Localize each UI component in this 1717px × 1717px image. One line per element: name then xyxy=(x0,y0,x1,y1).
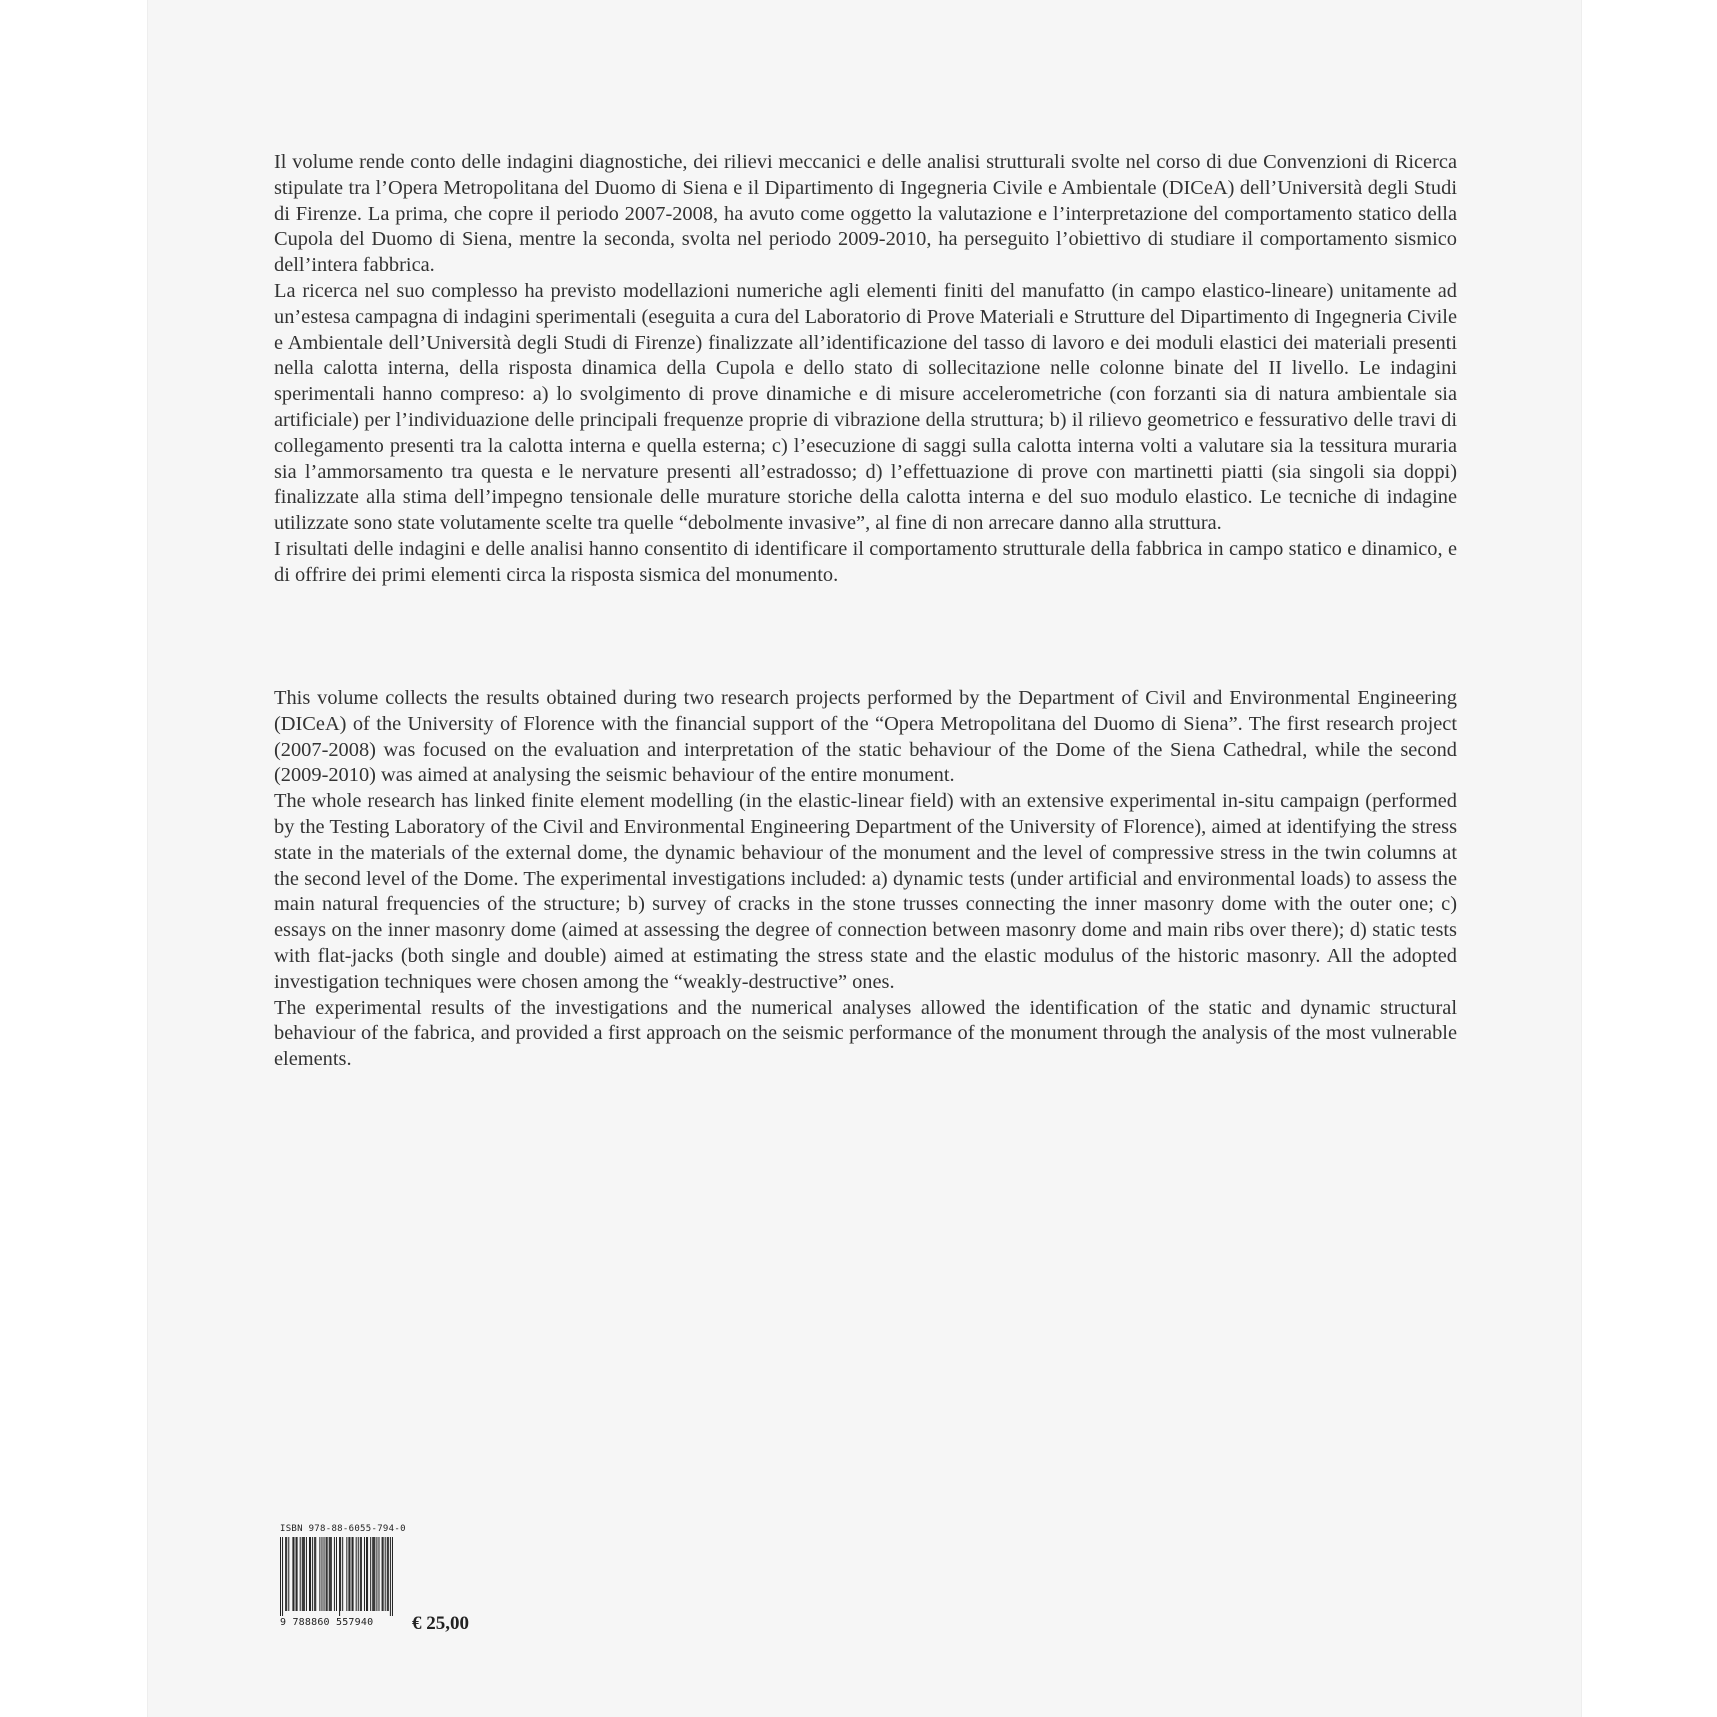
book-back-cover xyxy=(147,0,1582,1717)
barcode-bar xyxy=(319,1537,320,1611)
barcode-bar xyxy=(353,1537,354,1611)
barcode-bar xyxy=(303,1537,304,1611)
barcode-bar xyxy=(383,1537,384,1611)
barcode-bar xyxy=(304,1537,305,1611)
barcode-bar xyxy=(373,1537,374,1611)
italian-paragraph-1: Il volume rende conto delle indagini diagnostiche, dei rilievi meccanici e delle analisi strutturali svolte nel corso di due Convenzioni di Ricerca stipulate tra l’Opera Metropolitana del Duomo di Siena e il Dipartimento di Ingegneria Civile e Ambientale (DICeA) dell’Università degli Studi di Firenze. La prima, che copre il periodo 2007-2008, ha avuto come oggetto la valutazione e l’interpretazione del comportamento statico della Cupola del Duomo di Siena, mentre la seconda, svolta nel periodo 2009-2010, ha perseguito l’obiettivo di studiare il comportamento sismico dell’intera fabbrica. xyxy=(274,151,1457,277)
barcode-bar xyxy=(302,1537,303,1611)
italian-paragraph-3: I risultati delle indagini e delle analisi hanno consentito di identificare il comportamento strutturale della fabbrica in campo statico e dinamico, e di offrire dei primi elementi circa la risposta sismica del monumento. xyxy=(274,537,1457,586)
barcode-bar xyxy=(297,1537,298,1611)
barcode-bar xyxy=(309,1537,310,1611)
barcode-bar xyxy=(315,1537,316,1611)
barcode-bar xyxy=(321,1537,322,1611)
isbn-label: ISBN 978-88-6055-794-0 xyxy=(280,1524,406,1534)
barcode-bar xyxy=(352,1537,353,1611)
english-paragraph-3: The experimental results of the investigations and the numerical analyses allowed the identification of the static and dynamic structural behaviour of the fabrica, and provided a first approach on the seismic performance of the monument through the analysis of the most vulnerable elements. xyxy=(274,996,1457,1071)
barcode-bar xyxy=(340,1537,341,1611)
barcode-bar xyxy=(356,1537,357,1611)
barcode-bar xyxy=(331,1537,332,1611)
barcode-bar xyxy=(372,1537,373,1611)
barcode-bar xyxy=(366,1537,367,1611)
barcode-bar xyxy=(314,1537,315,1611)
barcode-bar xyxy=(330,1537,331,1611)
english-paragraph-2: The whole research has linked finite element modelling (in the elastic-linear field) with an extensive experimental in-situ campaign (performed by the Testing Laboratory of the Civil and Environmental Engineering Department of the University of Florence), aimed at identifying the stress state in the materials of the external dome, the dynamic behaviour of the monument and the level of compressive stress in the twin columns at the second level of the Dome. The experimental investigations included: a) dynamic tests (under artificial and environmental loads) to assess the main natural frequencies of the structure; b) survey of cracks in the stone trusses connecting the inner masonry dome with the outer one; c) essays on the inner masonry dome (aimed at assessing the degree of connection between masonry dome and main ribs over there); d) static tests with flat-jacks (both single and double) aimed at estimating the stress state and the elastic modulus of the historic masonry. All the adopted investigation techniques were chosen among the “weakly-destructive” ones. xyxy=(274,790,1457,993)
barcode-bar xyxy=(293,1537,294,1611)
barcode-bar xyxy=(378,1537,379,1611)
barcode-bar xyxy=(385,1537,386,1611)
barcode-bar xyxy=(326,1537,327,1611)
barcode-bar xyxy=(390,1537,391,1616)
barcode-bar xyxy=(285,1537,286,1611)
barcode-bar xyxy=(296,1537,297,1611)
barcode-bar xyxy=(364,1537,365,1611)
barcode-bar xyxy=(360,1537,361,1611)
barcode-bar xyxy=(348,1537,349,1611)
barcode-bar xyxy=(292,1537,293,1611)
barcode-bar xyxy=(387,1537,388,1611)
barcode-bar xyxy=(300,1537,301,1611)
barcode-bar xyxy=(349,1537,350,1611)
barcode-bar xyxy=(370,1537,371,1611)
barcode-digits: 9 788860 557940 xyxy=(280,1617,374,1628)
italian-paragraph-2: La ricerca nel suo complesso ha previsto modellazioni numeriche agli elementi finiti del manufatto (in campo elastico-lineare) unitamente ad un’estesa campagna di indagini sperimentali (eseguita a cura del Laboratorio di Prove Materiali e Strutture del Dipartimento di Ingegneria Civile e Ambientale dell’Università degli Studi di Firenze) finalizzate all’identificazione del tasso di lavoro e dei moduli elastici dei materiali presenti nella calotta interna, della risposta dinamica della Cupola e dello stato di sollecitazione nelle colonne binate del II livello. Le indagini sperimentali hanno compreso: a) lo svolgimento di prove dinamiche e di misure accelerometriche (con forzanti sia di natura ambientale sia artificiale) per l’individuazione delle principali frequenze proprie di vibrazione della struttura; b) il rilievo geometrico e fessurativo delle travi di collegamento presenti tra la calotta interna e quella esterna; c) l’esecuzione di saggi sulla calotta interna volti a valutare sia la tessitura muraria sia l’ammorsamento tra questa e le nervature presenti all’estradosso; d) l’effettuazione di prove con martinetti piatti (sia singoli sia doppi) finalizzate alla stima dell’impegno tensionale delle murature storiche della calotta interna e del suo modulo elastico. Le tecniche di indagine utilizzate sono state volutamente scelte tra quelle “debolmente invasive”, al fine di non arrecare danno alla struttura. xyxy=(274,279,1457,535)
barcode-bar xyxy=(312,1537,313,1611)
barcode-bar xyxy=(306,1537,307,1611)
barcode-bar xyxy=(358,1537,359,1611)
barcode-bar xyxy=(286,1537,287,1611)
barcode-bar xyxy=(334,1537,335,1611)
italian-description xyxy=(274,150,1457,589)
barcode-bar xyxy=(388,1537,389,1611)
barcode-bar xyxy=(280,1537,281,1616)
price-label: € 25,00 xyxy=(412,1613,469,1634)
barcode-bar xyxy=(282,1537,283,1616)
barcode-bar xyxy=(382,1537,383,1611)
english-paragraph-1: This volume collects the results obtained during two research projects performed by the Department of Civil and Environmental Engineering (DICeA) of the University of Florence with the financial support of the “Opera Metropolitana del Duomo di Siena”. The first research project (2007-2008) was focused on the evaluation and interpretation of the static behaviour of the Dome of the Siena Cathedral, while the second (2009-2010) was aimed at analysing the seismic behaviour of the entire monument. xyxy=(274,687,1457,787)
barcode-bar xyxy=(367,1537,368,1611)
barcode-bar xyxy=(346,1537,347,1611)
barcode-bar xyxy=(336,1537,337,1611)
barcode-bar xyxy=(329,1537,330,1611)
barcode-bar xyxy=(374,1537,375,1611)
barcode-bar xyxy=(392,1537,393,1616)
english-description xyxy=(274,686,1457,1073)
barcode-bar xyxy=(376,1537,377,1611)
barcode-area xyxy=(280,1524,500,1632)
barcode-bar xyxy=(339,1537,340,1616)
barcode-bar xyxy=(342,1537,343,1611)
barcode-bar xyxy=(324,1537,325,1611)
barcode-bar xyxy=(327,1537,328,1611)
barcode-icon xyxy=(280,1537,393,1616)
barcode-bar xyxy=(288,1537,289,1611)
barcode-bar xyxy=(310,1537,311,1611)
barcode-bar xyxy=(361,1537,362,1611)
